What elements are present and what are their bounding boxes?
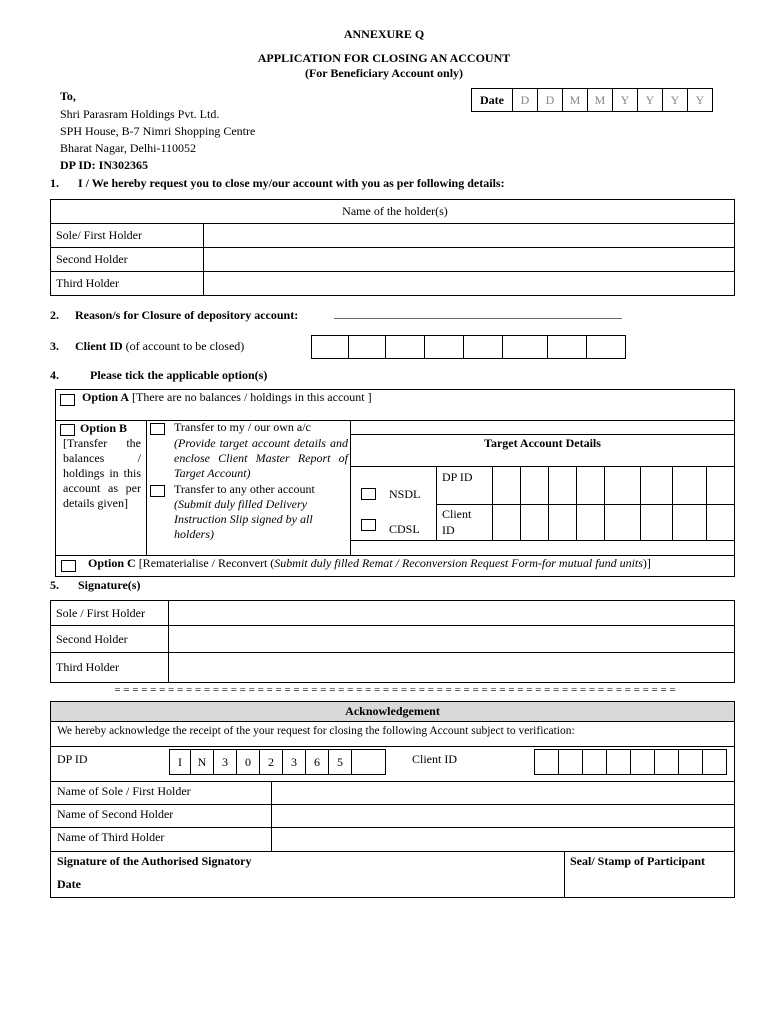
target-account-header: Target Account Details	[484, 436, 601, 450]
date-label: Date	[471, 88, 513, 112]
signature-label: Sole / First Holder	[51, 601, 169, 626]
client-id-cell[interactable]	[463, 335, 503, 359]
signature-label: Second Holder	[51, 626, 169, 653]
divider	[436, 504, 735, 505]
form-title: APPLICATION FOR CLOSING AN ACCOUNT	[257, 51, 511, 65]
signature-field[interactable]	[169, 601, 735, 626]
other-account-checkbox[interactable]	[150, 485, 165, 497]
holder-name-field[interactable]	[204, 272, 735, 296]
holder-label: Third Holder	[51, 272, 204, 296]
divider	[640, 466, 641, 540]
ack-client-id-cell[interactable]	[606, 749, 631, 775]
client-id-cell[interactable]	[547, 335, 587, 359]
ack-client-id-cell[interactable]	[654, 749, 679, 775]
section-4-number: 4.	[50, 368, 59, 382]
dp-id-digit: 3	[213, 749, 237, 775]
divider	[350, 434, 735, 435]
holders-table	[50, 199, 735, 296]
date-cell[interactable]: Y	[612, 88, 638, 112]
date-cell[interactable]: M	[587, 88, 613, 112]
client-id-cell[interactable]	[424, 335, 464, 359]
client-id-cell[interactable]	[385, 335, 425, 359]
option-c-label: Option C	[88, 556, 136, 570]
section-5-number: 5.	[50, 578, 59, 592]
divider	[146, 420, 147, 555]
address-line-1: Shri Parasram Holdings Pvt. Ltd.	[60, 107, 220, 121]
divider	[548, 466, 549, 540]
address-to: To,	[60, 89, 76, 103]
date-cell[interactable]: M	[562, 88, 588, 112]
dp-id-digit: 3	[282, 749, 306, 775]
holder-name-field[interactable]	[204, 248, 735, 272]
ack-client-id-cell[interactable]	[702, 749, 727, 775]
divider	[706, 466, 707, 540]
client-id-cell[interactable]	[311, 335, 349, 359]
other-account-label: Transfer to any other account	[174, 482, 315, 496]
section-1-number: 1.	[50, 176, 59, 190]
own-account-checkbox[interactable]	[150, 423, 165, 435]
ack-client-id-cell[interactable]	[558, 749, 583, 775]
divider	[436, 466, 437, 540]
ack-holder-name-fields[interactable]	[272, 782, 734, 850]
reason-label: Reason/s for Closure of depository account:	[75, 308, 299, 322]
date-cell[interactable]: Y	[637, 88, 663, 112]
signature-field[interactable]	[169, 626, 735, 653]
nsdl-label: NSDL	[389, 487, 421, 501]
ack-client-id-cell[interactable]	[630, 749, 655, 775]
option-c-note: Submit duly filled Remat / Reconversion Request Form-for mutual fund units	[274, 556, 643, 570]
options-label: Please tick the applicable option(s)	[90, 368, 268, 382]
dp-id-digit: 6	[305, 749, 329, 775]
option-a-checkbox[interactable]	[60, 394, 75, 406]
dp-id-digit: N	[190, 749, 214, 775]
option-b-label: Option B	[80, 421, 128, 435]
client-id-cell[interactable]	[502, 335, 548, 359]
holder-label: Sole/ First Holder	[51, 224, 204, 248]
signatures-label: Signature(s)	[78, 578, 141, 592]
address-dp-id: DP ID: IN302365	[60, 158, 149, 172]
dp-id-digit: 5	[328, 749, 352, 775]
target-dp-id-label: DP ID	[442, 470, 473, 484]
annexure-label: ANNEXURE Q	[343, 27, 425, 41]
signatures-table	[50, 600, 735, 683]
acknowledgement-text: We hereby acknowledge the receipt of the your request for closing the following Account subject to verification:	[57, 725, 575, 737]
option-a-text: [There are no balances / holdings in this account ]	[132, 390, 372, 404]
ack-dp-id-cells	[169, 749, 386, 775]
ack-holder-label: Name of Third Holder	[57, 830, 165, 844]
dp-id-digit: 2	[259, 749, 283, 775]
date-box	[471, 88, 713, 112]
holder-name-field[interactable]	[204, 224, 735, 248]
divider	[50, 851, 735, 852]
client-id-cell[interactable]	[348, 335, 386, 359]
ack-client-id-cells	[534, 749, 727, 775]
divider	[492, 466, 493, 540]
option-c-row	[88, 556, 651, 571]
seal-stamp-label: Seal/ Stamp of Participant	[570, 854, 705, 868]
client-id-note: (of account to be closed)	[125, 339, 245, 353]
own-account-note: (Provide target account details and enclose Client Master Report of Target Account)	[174, 436, 348, 480]
divider	[350, 540, 735, 541]
ack-dp-id-label: DP ID	[57, 752, 88, 766]
option-b-description: [Transfer the balances / holdings in this account as per details given]	[63, 436, 141, 510]
ack-holder-label: Name of Sole / First Holder	[57, 784, 191, 798]
divider	[604, 466, 605, 540]
divider	[520, 466, 521, 540]
nsdl-checkbox[interactable]	[361, 488, 376, 500]
dp-id-digit: I	[169, 749, 191, 775]
date-cell[interactable]: Y	[662, 88, 688, 112]
holder-label: Second Holder	[51, 248, 204, 272]
option-c-text: [Rematerialise / Reconvert (	[138, 556, 275, 570]
authorised-signatory-label: Signature of the Authorised Signatory	[57, 854, 252, 868]
signature-field[interactable]	[169, 653, 735, 683]
acknowledgement-title: Acknowledgement	[51, 702, 734, 722]
form-subtitle: (For Beneficiary Account only)	[304, 66, 464, 80]
signature-label: Third Holder	[51, 653, 169, 683]
ack-date-label: Date	[57, 877, 81, 891]
target-client-id-label: Client ID	[442, 507, 472, 537]
date-cell[interactable]: D	[512, 88, 538, 112]
ack-client-id-cell[interactable]	[582, 749, 607, 775]
divider	[50, 746, 735, 747]
option-a-row	[82, 390, 372, 405]
section-2-number: 2.	[50, 308, 59, 322]
own-account-label: Transfer to my / our own a/c	[174, 420, 311, 434]
section-1-text: I / We hereby request you to close my/our account with you as per following details:	[78, 176, 505, 190]
divider	[564, 851, 565, 898]
cdsl-label: CDSL	[389, 522, 420, 536]
ack-holder-label: Name of Second Holder	[57, 807, 174, 821]
address-line-3: Bharat Nagar, Delhi-110052	[60, 141, 197, 155]
other-account-note: (Submit duly filled Delivery Instruction Slip signed by all holders)	[174, 497, 313, 541]
dp-id-digit	[351, 749, 386, 775]
cdsl-checkbox[interactable]	[361, 519, 376, 531]
ack-client-id-cell[interactable]	[534, 749, 559, 775]
option-c-checkbox[interactable]	[61, 560, 76, 572]
ack-client-id-label: Client ID	[412, 752, 457, 766]
reason-blank[interactable]: ________________________________________________	[334, 306, 622, 320]
date-cell[interactable]: Y	[687, 88, 713, 112]
option-c-end: )]	[642, 556, 651, 570]
divider	[55, 420, 735, 421]
options-box	[55, 389, 735, 577]
divider	[672, 466, 673, 540]
holders-table-header: Name of the holder(s)	[51, 200, 735, 224]
ack-client-id-cell[interactable]	[678, 749, 703, 775]
separator-line: = = = = = = = = = = = = = = = = = = = = = = = = = = = = = = = = = = = = = = = = = = = = = = = = = = = = = = = = = = = = = = =	[114, 684, 676, 696]
client-id-label: Client ID	[75, 339, 123, 353]
divider	[576, 466, 577, 540]
option-a-label: Option A	[82, 390, 130, 404]
divider	[350, 466, 735, 467]
client-id-cell[interactable]	[586, 335, 626, 359]
client-id-label-group	[75, 339, 244, 354]
option-b-checkbox[interactable]	[60, 424, 75, 436]
client-id-cells	[311, 335, 626, 359]
section-3-number: 3.	[50, 339, 59, 353]
dp-id-digit: 0	[236, 749, 260, 775]
date-cell[interactable]: D	[537, 88, 563, 112]
address-line-2: SPH House, B-7 Nimri Shopping Centre	[60, 124, 256, 138]
